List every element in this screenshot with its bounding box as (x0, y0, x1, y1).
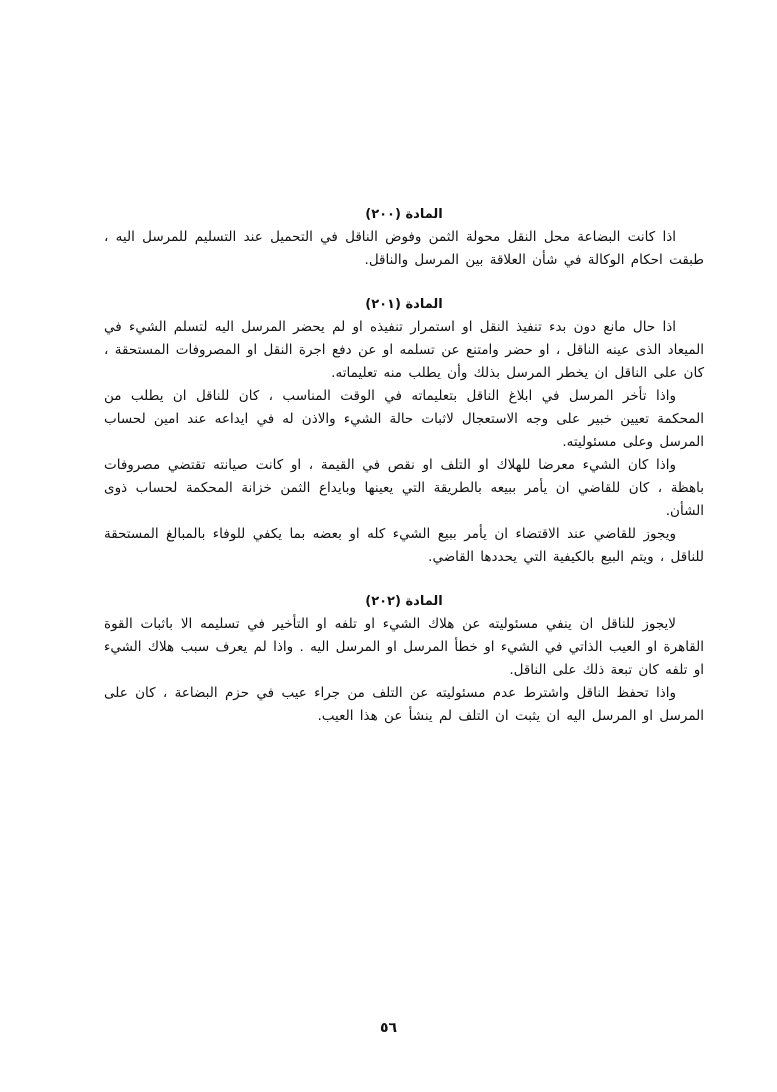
article-202 (104, 591, 704, 728)
article-paragraph: ويجوز للقاضي عند الاقتضاء ان يأمر ببيع الشيء كله او بعضه بما يكفي للوفاء بالمبالغ المستحقة للناقل ، ويتم البيع بالكيفية التي يحددها القاضي. (104, 526, 704, 565)
article-paragraph: واذا تحفظ الناقل واشترط عدم مسئوليته عن التلف من جراء عيب في حزم البضاعة ، كان على المرسل او المرسل اليه ان يثبت ان التلف لم ينشأ عن هذا العيب. (104, 685, 704, 724)
article-paragraph: اذا كانت البضاعة محل النقل محولة الثمن وفوض الناقل في التحميل عند التسليم للمرسل اليه ، طبقت احكام الوكالة في شأن العلاقة بين المرسل والناقل. (104, 229, 704, 268)
article-title: المادة (٢٠٠) (365, 207, 443, 222)
page-number: ٥٦ (379, 1020, 398, 1036)
page-content (104, 204, 704, 728)
article-paragraph: لايجوز للناقل ان ينفي مسئوليته عن هلاك الشيء او تلفه او التأخير في تسليمه الا باثبات القوة القاهرة او العيب الذاتي في الشيء او خطأ المرسل او المرسل اليه . واذا لم يعرف سبب هلاك الشيء او تلفه كان تبعة ذلك على الناقل. (104, 616, 704, 678)
article-200 (104, 204, 704, 272)
article-spacer (104, 272, 704, 294)
article-paragraph: اذا حال مانع دون بدء تنفيذ النقل او استمرار تنفيذه او لم يحضر المرسل اليه لتسلم الشيء في الميعاد الذى عينه الناقل ، او حضر وامتنع عن تسلمه او عن دفع اجرة النقل او المصروفات المستحقة ، كان على الناقل ان يخطر المرسل بذلك وأن يطلب منه تعليماته. (104, 319, 704, 381)
article-spacer (104, 569, 704, 591)
article-title: المادة (٢٠٢) (365, 594, 443, 609)
article-title: المادة (٢٠١) (365, 297, 443, 312)
article-201 (104, 294, 704, 569)
article-paragraph: واذا كان الشيء معرضا للهلاك او التلف او نقص في القيمة ، او كانت صيانته تقتضي مصروفات باهظة ، كان للقاضي ان يأمر ببيعه بالطريقة التي يعينها وبايداع الثمن خزانة المحكمة لحساب ذوى الشأن. (104, 457, 704, 519)
article-paragraph: واذا تأخر المرسل في ابلاغ الناقل بتعليماته في الوقت المناسب ، كان للناقل ان يطلب من المحكمة تعيين خبير على وجه الاستعجال لاثبات حالة الشيء والاذن له في ايداعه عند امين لحساب المرسل وعلى مسئوليته. (104, 388, 704, 450)
